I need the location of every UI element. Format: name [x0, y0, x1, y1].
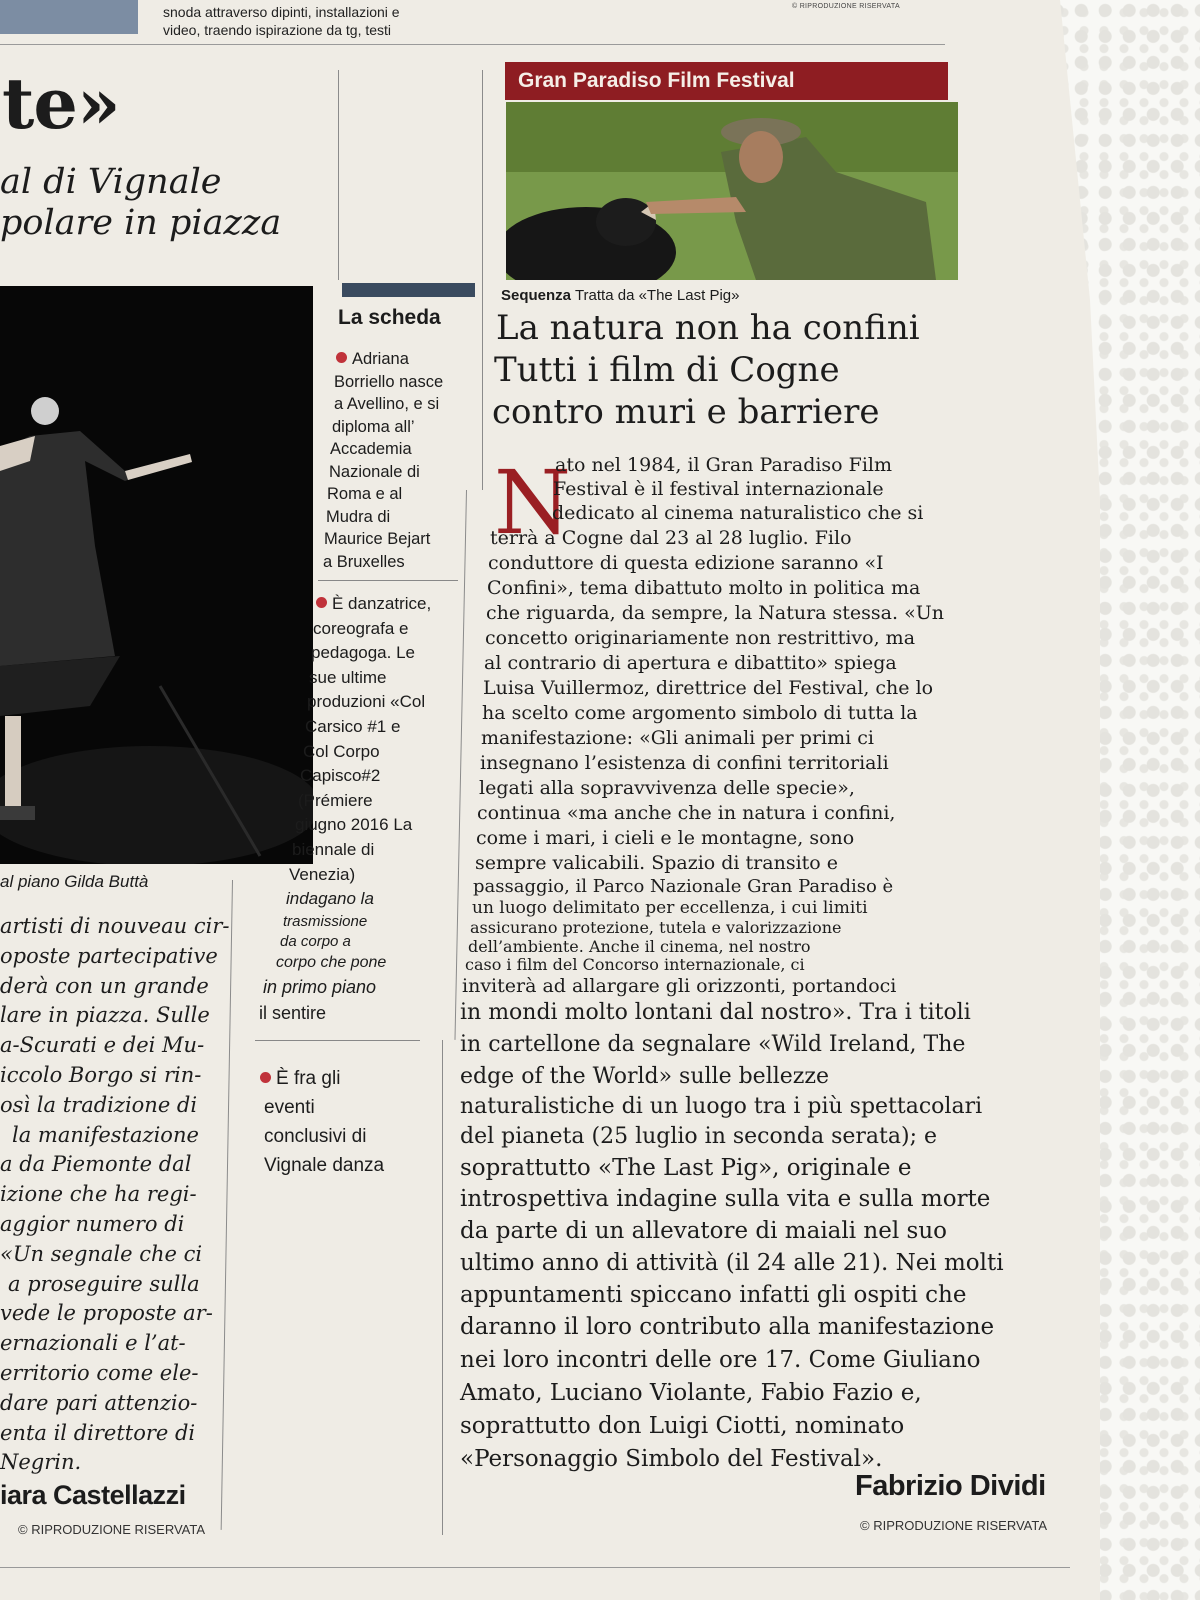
scheda-line: il sentire: [259, 1002, 327, 1023]
left-body-line: la manifestazione: [12, 1122, 199, 1147]
bullet-dot-icon: [260, 1072, 271, 1083]
body-line: assicurano protezione, tutela e valorizzazione: [470, 918, 842, 937]
left-body-line: aggior numero di: [0, 1211, 185, 1236]
left-body-line: a-Scurati e dei Mu-: [0, 1033, 205, 1058]
scheda-line: Roma e al: [327, 485, 403, 503]
scheda-line: da corpo a: [280, 932, 351, 950]
left-subhead: al di Vignale: [0, 162, 222, 202]
last-pig-photo: [506, 102, 958, 280]
body-line: «Personaggio Simbolo del Festival».: [460, 1446, 883, 1472]
scheda-line: È danzatrice,: [332, 594, 432, 613]
top-photo-thumbnail: [0, 0, 138, 34]
left-body-line: vede le proposte ar-: [0, 1301, 213, 1326]
article-title-line: La natura non ha confini: [496, 308, 920, 348]
body-line: che riguarda, da sempre, la Natura stessa. «Un: [486, 602, 944, 624]
left-body-line: «Un segnale che ci: [0, 1241, 203, 1266]
body-line: legati alla sopravvivenza delle specie»,: [479, 777, 855, 799]
left-body-line: a proseguire sulla: [8, 1271, 200, 1296]
body-line: Confini», tema dibattuto molto in politica ma: [487, 577, 921, 599]
body-line: al contrario di apertura e dibattito» spiega: [484, 652, 897, 674]
caption-label: Sequenza: [501, 287, 572, 304]
section-title: Gran Paradiso Film Festival: [518, 69, 795, 92]
left-article-body: [0, 912, 232, 1478]
photo-caption: [501, 287, 739, 304]
body-line: sempre valicabili. Spazio di transito e: [475, 852, 839, 874]
body-line: del pianeta (25 luglio in seconda serata); e: [460, 1124, 938, 1149]
body-line: daranno il loro contributo alla manifestazione: [460, 1314, 995, 1340]
scheda-line: Mudra di: [326, 507, 391, 526]
body-line: in mondi molto lontani dal nostro». Tra i titoli: [460, 1000, 971, 1025]
scheda-line: sue ultime: [309, 667, 387, 687]
body-line: appuntamenti spiccano infatti gli ospiti che: [460, 1282, 967, 1308]
scheda-line: biennale di: [292, 839, 375, 859]
body-line: continua «ma anche che in natura i confini,: [477, 802, 896, 824]
scheda-line: a Bruxelles: [323, 552, 405, 571]
column-rule: [338, 70, 339, 280]
left-subhead: polare in piazza: [0, 203, 282, 243]
body-line: insegnano l’esistenza di confini territoriali: [480, 752, 889, 774]
body-line: inviterà ad allargare gli orizzonti, portandoci: [462, 975, 897, 997]
scheda-line: Accademia: [330, 440, 412, 458]
top-divider: [0, 44, 945, 45]
body-line: da parte di un allevatore di maiali nel suo: [460, 1218, 947, 1244]
left-copyright: © RIPRODUZIONE RISERVATA: [18, 1522, 206, 1537]
body-line: caso i film del Concorso internazionale, ci: [465, 955, 805, 974]
left-body-line: derà con un grande: [0, 973, 209, 998]
dancer-photo-caption: al piano Gilda Buttà: [0, 872, 149, 891]
caption-text: Tratta da «The Last Pig»: [574, 287, 740, 304]
scheda-line: a Avellino, e si: [334, 395, 440, 413]
scheda-line: indagano la: [286, 889, 374, 909]
scheda-line: in primo piano: [263, 976, 377, 997]
scheda-line: produzioni «Col: [307, 692, 426, 712]
left-body-line: artisti di nouveau cir-: [0, 914, 230, 938]
scheda-line: eventi: [264, 1097, 315, 1118]
scheda-separator: [318, 580, 458, 581]
body-line: Amato, Luciano Violante, Fabio Fazio e,: [460, 1380, 922, 1406]
body-line: edge of the World» sulle bellezze: [460, 1064, 829, 1089]
left-body-line: erritorio come ele-: [0, 1360, 199, 1385]
scheda-separator: [255, 1040, 420, 1041]
left-body-line: osì la tradizione di: [0, 1092, 198, 1117]
scheda-line: pedagoga. Le: [311, 643, 415, 663]
body-line: ha scelto come argomento simbolo di tutta la: [482, 702, 918, 724]
bullet-dot-icon: [336, 352, 347, 363]
scheda-item-1: [323, 348, 444, 573]
scheda-line: Col Corpo: [303, 741, 380, 761]
article-title-line: Tutti i film di Cogne: [494, 350, 840, 390]
bullet-dot-icon: [316, 597, 327, 608]
body-line: introspettiva indagine sulla vita e sulla morte: [460, 1186, 991, 1212]
scheda-line: diploma all’: [332, 417, 415, 436]
body-line: Luisa Vuillermoz, direttrice del Festival, che lo: [483, 677, 934, 699]
scheda-line: Adriana: [352, 350, 409, 368]
dropcap-letter: N: [494, 451, 571, 554]
column-rule: [442, 1040, 443, 1535]
scheda-title: La scheda: [338, 306, 441, 329]
column-rule: [482, 70, 483, 490]
scheda-line: conclusivi di: [264, 1126, 367, 1147]
body-line: concetto originariamente non restrittivo, ma: [485, 627, 916, 649]
scheda-line: Vignale danza: [264, 1155, 385, 1176]
scheda-line: giugno 2016 La: [295, 815, 413, 835]
left-headline: te»: [2, 62, 120, 145]
body-line: Festival è il festival internazionale: [553, 478, 884, 500]
body-line: come i mari, i cieli e le montagne, sono: [476, 827, 855, 849]
scheda-line: corpo che pone: [276, 953, 387, 971]
scheda-line: Borriello nasce: [334, 372, 444, 391]
left-body-line: a da Piemonte dal: [0, 1152, 192, 1177]
body-line: passaggio, il Parco Nazionale Gran Paradiso è: [473, 876, 894, 897]
left-body-line: Negrin.: [0, 1450, 82, 1475]
scheda-line: Venezia): [289, 864, 356, 884]
left-body-line: dare pari attenzio-: [0, 1390, 198, 1415]
scheda-line: (Prémiere: [298, 790, 373, 810]
scheda-item-3: [260, 1064, 384, 1180]
scheda-line: Capisco#2: [300, 766, 381, 786]
top-text-line: video, traendo ispirazione da tg, testi: [163, 22, 392, 38]
article-title-line: contro muri e barriere: [492, 392, 880, 432]
body-line: manifestazione: «Gli animali per primi ci: [481, 727, 874, 749]
scheda-line: Carsico #1 e: [305, 716, 401, 736]
left-body-line: ernazionali e l’at-: [0, 1331, 186, 1356]
body-line: ultimo anno di attività (il 24 alle 21). Nei molti: [460, 1250, 1004, 1276]
scheda-line: coreografa e: [313, 618, 409, 638]
body-line: conduttore di questa edizione saranno «I: [488, 552, 884, 574]
body-line: soprattutto don Luigi Ciotti, nominato: [460, 1413, 905, 1439]
top-text-line: snoda attraverso dipinti, installazioni e: [163, 4, 400, 20]
top-copyright: © RIPRODUZIONE RISERVATA: [792, 3, 900, 10]
left-author: iara Castellazzi: [0, 1480, 186, 1510]
scheda-line: trasmissione: [283, 912, 368, 930]
left-body-line: enta il direttore di: [0, 1420, 196, 1445]
scheda-item-2: [259, 592, 432, 1026]
body-line: in cartellone da segnalare «Wild Ireland, The: [460, 1032, 966, 1057]
bottom-divider: [0, 1567, 1070, 1568]
right-author: Fabrizio Dividi: [855, 1470, 1046, 1502]
body-line: dedicato al cinema naturalistico che si: [552, 502, 924, 524]
body-line: naturalistiche di un luogo tra i più spettacolari: [460, 1094, 983, 1119]
body-line: un luogo delimitato per eccellenza, i cui limiti: [472, 898, 868, 918]
dancer-photo: [0, 286, 313, 864]
left-body-line: lare in piazza. Sulle: [0, 1003, 210, 1028]
scheda-line: È fra gli: [276, 1068, 341, 1089]
scheda-line: Nazionale di: [329, 462, 420, 481]
body-line: ato nel 1984, il Gran Paradiso Film: [555, 454, 893, 476]
scheda-accent-bar: [342, 283, 475, 297]
top-article-snippet: [163, 3, 400, 39]
body-line: dell’ambiente. Anche il cinema, nel nostro: [468, 937, 811, 956]
body-line: soprattutto «The Last Pig», originale e: [460, 1155, 912, 1181]
left-body-line: iccolo Borgo si rin-: [0, 1062, 202, 1087]
body-line: nei loro incontri delle ore 17. Come Giuliano: [460, 1347, 981, 1373]
body-line: terrà a Cogne dal 23 al 28 luglio. Filo: [490, 527, 852, 549]
farmer-and-pig-illustration: [506, 102, 958, 280]
scheda-line: Maurice Bejart: [324, 530, 431, 548]
left-body-line: izione che ha regi-: [0, 1182, 197, 1207]
left-body-line: oposte partecipative: [0, 943, 218, 968]
dancer-illustration: [0, 286, 313, 864]
right-copyright: © RIPRODUZIONE RISERVATA: [860, 1518, 1048, 1533]
